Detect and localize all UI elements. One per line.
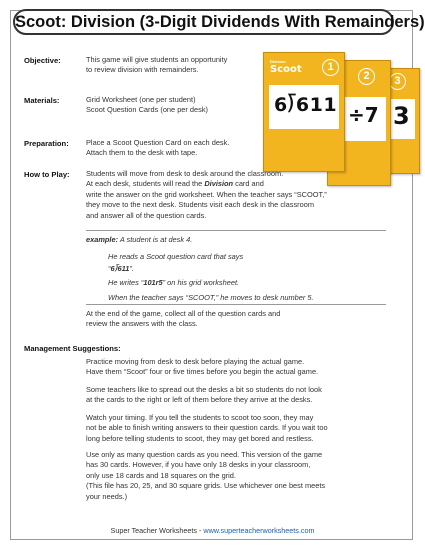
materials-label: Materials:: [24, 96, 60, 105]
preparation-text: Place a Scoot Question Card on each desk. Attach them to the desk with tape.: [86, 138, 230, 158]
example-problem: 6⟌611: [110, 263, 130, 273]
management-paragraph-1: Practice moving from desk to desk before playing the actual game. Have them “Scoot” four or five times before you begin the actual game.: [86, 357, 319, 377]
scoot-card-1: [263, 52, 345, 172]
how-to-play-text: Students will move from desk to desk around the classroom. At each desk, students will read the Division card and write the answer on the grid worksheet. When the teacher says “SCOOT,” they move to the next desk. Students visit each desk in the classroom and answer all of the question cards.: [86, 169, 327, 220]
example-answer: 101r5: [143, 278, 163, 288]
example-block: example: A student is at desk 4.: [86, 235, 193, 244]
example-top-rule: [86, 230, 386, 231]
page-title: Scoot: Division (3-Digit Dividends With Remainders): [13, 9, 394, 35]
management-paragraph-2: Some teachers like to spread out the desks a bit so students do not look at the cards to the right or left of them before they arrive at the desks.: [86, 385, 322, 405]
footer-text: Super Teacher Worksheets -: [110, 526, 204, 535]
how-to-play-label: How to Play:: [24, 170, 70, 179]
card-number-2: 2: [358, 68, 375, 85]
card-heading: Scoot: [270, 64, 302, 75]
example-details: He reads a Scoot question card that says “6⟌611”. He writes “101r5” on his grid worksheet. When the teacher says “SCOOT,” he moves to desk number 5.: [108, 252, 314, 302]
footer: [0, 526, 425, 535]
card-problem-1: 6⟌611: [274, 94, 338, 116]
card-heading-small: Division: [270, 59, 286, 64]
objective-text: This game will give students an opportunity to review division with remainders.: [86, 55, 228, 75]
materials-text: Grid Worksheet (one per student) Scoot Question Cards (one per desk): [86, 95, 209, 115]
card-number-3: 3: [389, 73, 406, 90]
objective-label: Objective:: [24, 56, 61, 65]
preparation-label: Preparation:: [24, 139, 69, 148]
footer-link[interactable]: www.superteacherworksheets.com: [203, 526, 315, 535]
division-emphasis: Division: [204, 179, 234, 189]
example-bottom-rule: [86, 304, 386, 305]
card-problem-2: ÷7: [348, 103, 379, 127]
card-problem-3: 3: [393, 102, 410, 130]
management-paragraph-3: Watch your timing. If you tell the students to scoot too soon, they may not be able to finish writing answers to their question cards. If you wait too long before telling students to scoot, they may get bored and restless.: [86, 413, 328, 443]
management-label: Management Suggestions:: [24, 344, 121, 353]
card-number-1: 1: [322, 59, 339, 76]
management-paragraph-4: Use only as many question cards as you need. This version of the game has 30 cards. However, if you have only 18 desks in your classroom, only use 18 cards and 18 squares on the grid. (This file has 20, 25, and 30 square grids. Use whichever one best meets your needs.): [86, 450, 326, 501]
example-label: example:: [86, 235, 119, 244]
end-of-game-text: At the end of the game, collect all of the question cards and review the answers with the class.: [86, 309, 281, 329]
